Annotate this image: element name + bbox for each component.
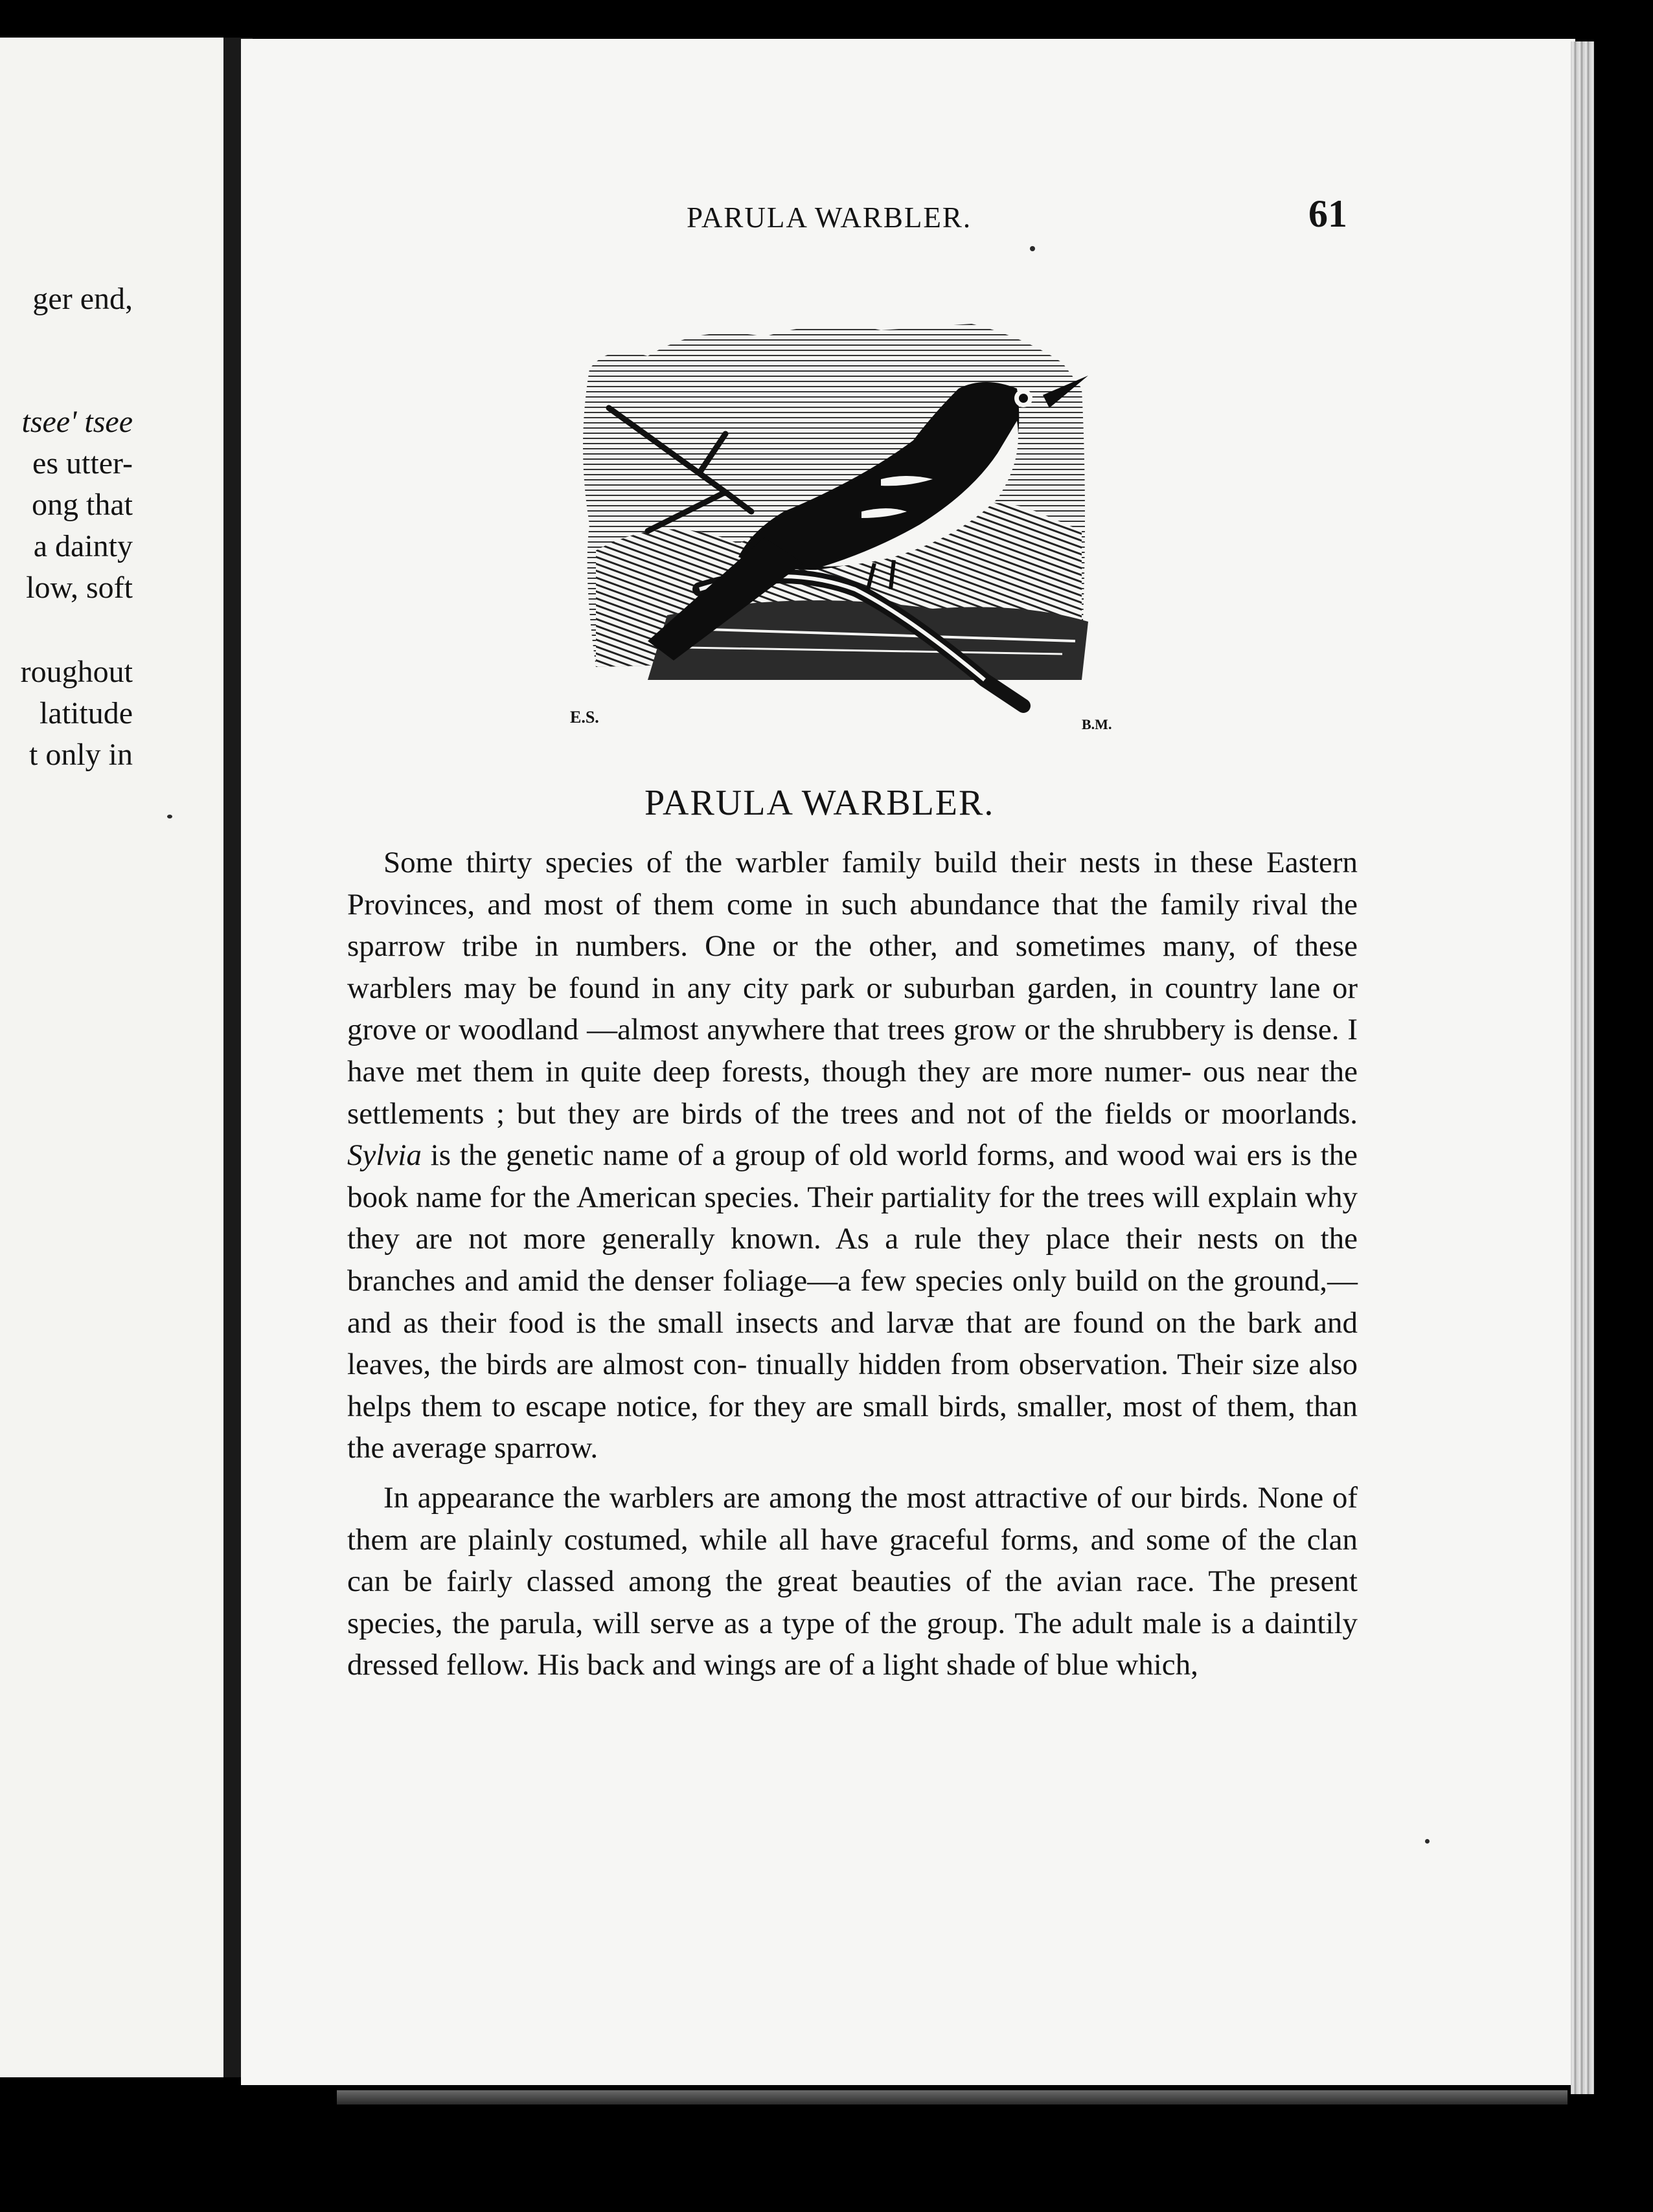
scan-speck bbox=[167, 815, 172, 818]
left-line-9: t only in bbox=[28, 738, 133, 772]
engraver-signature-right: B.M. bbox=[1082, 716, 1112, 732]
page-stack-edge bbox=[1571, 41, 1594, 2094]
page-bottom-shadow bbox=[337, 2090, 1568, 2105]
paragraph-1 bbox=[347, 842, 1358, 1469]
page-number: 61 bbox=[1308, 192, 1347, 235]
paragraph-2: In appearance the warblers are among the most attractive of our birds. None of them are plainly costumed, while all have graceful forms, and some of the clan can be fairly classed among the great beauties of the avian race. The present species, the parula, will serve as a type of the group. The adult male is a daintily dressed fellow. His back and wings are of a light shade of blue which, bbox=[347, 1480, 1358, 1682]
body-text bbox=[347, 842, 1358, 1686]
left-line-3: es utter- bbox=[32, 446, 133, 480]
chapter-title: PARULA WARBLER. bbox=[644, 783, 995, 823]
left-line-5: a dainty bbox=[33, 529, 133, 563]
left-line-7: roughout bbox=[20, 655, 133, 689]
genus-name: Sylvia bbox=[347, 1138, 422, 1173]
left-line-8: latitude bbox=[40, 696, 133, 730]
paragraph-1-start: Some thirty species of the warbler family build their nests in these Eastern Provinces, and most of them come in such abundance that the family rival the sparrow tribe in numbers. One or the other, and sometimes many, of these warblers may be found in any city park or suburban garden, in country lane or grove or woodland —almost anywhere that trees grow or the shrubbery is dense. I have met them in quite deep forests, though they are more numer- ous near the settlements ; but they are birds of the trees and not of the fields or moorlands. bbox=[347, 846, 1358, 1131]
paragraph-1-end: is the genetic name of a group of old world forms, and wood wai ers is the book name for the American species. Their partiality for the trees will explain why they are not more generally known. As a rule they place their nests on the branches and amid the denser foliage—a few species only build on the ground,—and as their food is the small insects and larvæ that are found on the bark and leaves, the birds are almost con- tinually hidden from observation. Their size also helps them to escape notice, for they are small birds, smaller, most of them, than the average sparrow. bbox=[347, 1138, 1358, 1465]
left-line-4: ong that bbox=[32, 488, 133, 522]
left-line-1: ger end, bbox=[32, 282, 133, 316]
left-line-2: tsee' tsee bbox=[21, 405, 133, 439]
left-line-6: low, soft bbox=[26, 570, 133, 605]
previous-page-fragment bbox=[0, 38, 223, 2077]
bird-illustration bbox=[570, 317, 1134, 732]
running-head: PARULA WARBLER. bbox=[687, 201, 972, 234]
engraver-signature-left: E.S. bbox=[570, 708, 599, 727]
scan-speck bbox=[1425, 1839, 1430, 1844]
scan-speck bbox=[1030, 246, 1035, 251]
